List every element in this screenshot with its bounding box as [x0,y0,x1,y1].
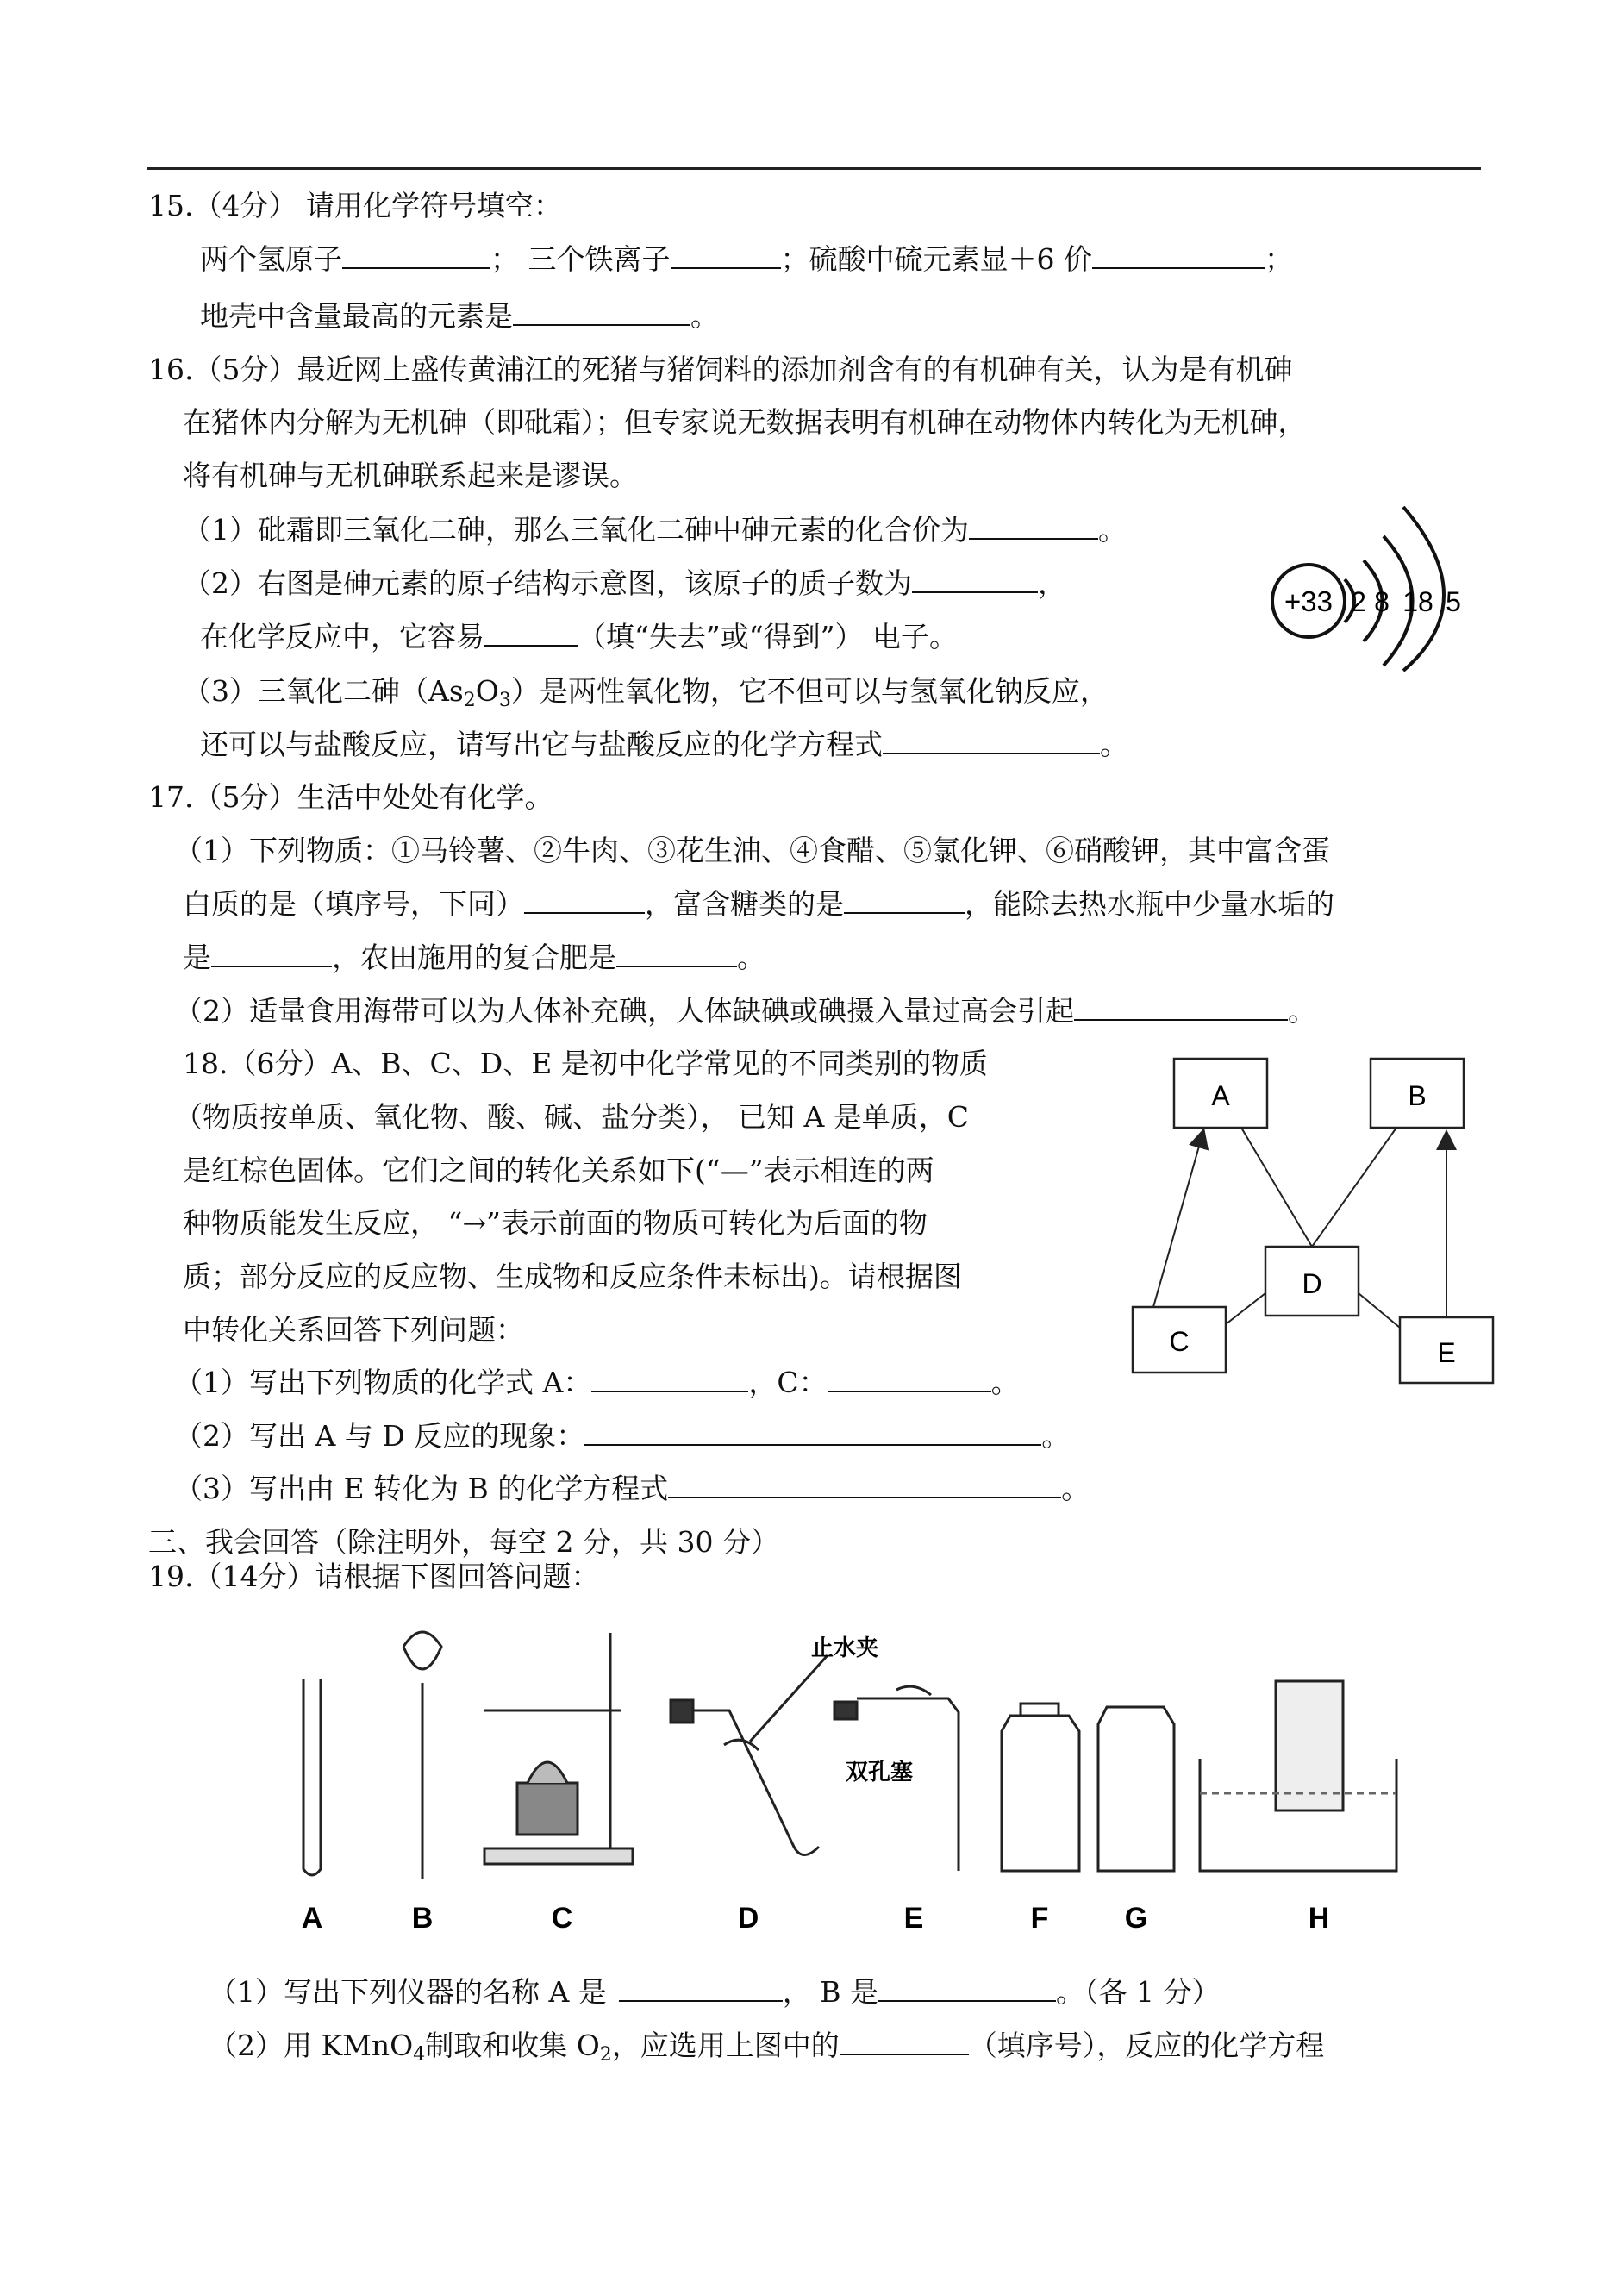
bent-tube-d [693,1710,819,1855]
q15-blank-2[interactable] [671,243,781,269]
node-c-label: C [1169,1326,1190,1357]
node-e-label: E [1437,1337,1456,1368]
q16-line1: 16.（5分）最近网上盛传黄浦江的死猪与猪饲料的添加剂含有的有机砷有关，认为是有机砷 [148,353,1293,386]
apparatus-label-b: B [411,1902,434,1935]
q16-part3-line2: 还可以与盐酸反应，请写出它与盐酸反应的化学方程式 。 [200,728,1128,761]
alcohol-lamp-c [528,1762,567,1783]
q16-blank-4[interactable] [883,729,1100,754]
q18-line3: 是红棕色固体。它们之间的转化关系如下(“—”表示相连的两 [183,1154,934,1187]
apparatus-label-h: H [1308,1902,1330,1935]
q17-part1-line3: 是 ，农田施用的复合肥是 。 [183,941,765,974]
arrow-c-to-a [1153,1131,1203,1307]
q19-heading: 19.（14分）请根据下图回答问题： [148,1560,600,1593]
nucleus-label: +33 [1284,585,1333,617]
node-d-label: D [1302,1268,1322,1299]
link-c-d [1226,1293,1265,1324]
q19-apparatus-figure [259,1621,1414,1940]
q18-blank-4[interactable] [668,1473,1061,1498]
node-a-label: A [1211,1080,1230,1111]
q16-line2: 在猪体内分解为无机砷（即砒霜）；但专家说无数据表明有机砷在动物体内转化为无机砷， [183,405,1307,439]
clamp-pointer-d [750,1655,828,1742]
apparatus-label-a: A [301,1902,323,1935]
q19-blank-1[interactable] [619,1976,783,2002]
q18-part3: （3）写出由 E 转化为 B 的化学方程式 。 [174,1472,1090,1505]
q16-part2: （2）右图是砷元素的原子结构示意图，该原子的质子数为 ， [183,566,1066,600]
q17-blank-5[interactable] [1074,995,1288,1021]
q17-blank-3[interactable] [211,941,332,967]
q15-blank-3[interactable] [1092,243,1265,269]
q16-line3: 将有机砷与无机砷联系起来是谬误。 [183,459,638,492]
q18-part1: （1）写出下列物质的化学式 A： ，C： 。 [174,1366,1020,1399]
two-hole-stopper-e [834,1702,857,1719]
q18-blank-1[interactable] [591,1366,748,1392]
q16-blank-2[interactable] [912,567,1038,593]
link-d-e [1359,1293,1400,1328]
funnel-bowl-b [403,1632,441,1669]
clamp-e [896,1686,931,1695]
q17-blank-4[interactable] [616,941,737,967]
stand-base-c [484,1848,633,1864]
q16-part3: （3）三氧化二砷$(As_2O_3)$是两性氧化物，它不但可以与氢氧化钠反应， [183,674,1109,711]
shell-electrons-2: 8 [1374,586,1390,617]
test-tube-a [303,1679,321,1875]
q18-line4: 种物质能发生反应， “→”表示前面的物质可转化为后面的物 [183,1206,928,1240]
clamp-label: 止水夹 [810,1635,879,1661]
q18-line6: 中转化关系回答下列问题： [183,1313,524,1347]
apparatus-label-c: C [551,1902,573,1935]
stopper-label: 双孔塞 [845,1760,914,1785]
q17-part2: （2）适量食用海带可以为人体补充碘，人体缺碘或碘摄入量过高会引起 。 [174,994,1316,1028]
q15-line2: 地壳中含量最高的元素是 。 [200,299,719,333]
lamp-block-c [517,1783,578,1835]
q15-blank-4[interactable] [513,300,690,326]
shell-electrons-4: 5 [1446,586,1461,617]
apparatus-label-g: G [1124,1902,1148,1935]
q18-blank-2[interactable] [828,1366,991,1392]
q17-blank-1[interactable] [524,888,645,914]
q18-relation-diagram [1121,1043,1500,1388]
collecting-bottle-h [1276,1681,1343,1810]
stopper-d [671,1700,693,1723]
q15-heading: 15.（4分） 请用化学符号填空： [148,189,562,222]
q19-part2: （2）用 KMnO$_4$制取和收集 $O_2$，应选用上图中的 （填序号），反应的化学方程 [209,2029,1325,2066]
node-b-label: B [1408,1080,1427,1111]
q18-part2: （2）写出 A 与 D 反应的现象： 。 [174,1419,1071,1453]
link-d-b [1312,1128,1396,1247]
q17-part1-line1: （1）下列物质：①马铃薯、②牛肉、③花生油、④食醋、⑤氯化钾、⑥硝酸钾，其中富含蛋 [174,834,1330,867]
q16-part1: （1）砒霜即三氧化二砷，那么三氧化二砷中砷元素的化合价为 。 [183,513,1127,547]
q19-blank-3[interactable] [840,2029,969,2055]
q19-part1: （1）写出下列仪器的名称 A 是 ， B 是 。（各 1 分） [209,1975,1221,2009]
q17-part1-line2: 白质的是（填序号，下同） ，富含糖类的是 ，能除去热水瓶中少量水垢的 [183,887,1334,921]
q18-line1: 18.（6分）A、B、C、D、E 是初中化学常见的不同类别的物质 [183,1047,988,1080]
q16-blank-1[interactable] [969,514,1098,540]
bottle-f [1002,1716,1079,1871]
apparatus-label-e: E [903,1902,924,1935]
arsenic-atom-diagram [1259,483,1483,672]
q18-line5: 质；部分反应的反应物、生成物和反应条件未标出)。请根据图 [183,1260,962,1293]
apparatus-label-d: D [737,1902,759,1935]
q17-heading: 17.（5分）生活中处处有化学。 [148,780,553,814]
apparatus-label-f: F [1030,1902,1049,1935]
link-d-a [1241,1128,1312,1247]
q18-line2: （物质按单质、氧化物、酸、碱、盐分类）， 已知 A 是单质，C [174,1100,970,1134]
header-rule [147,167,1481,170]
q19-blank-2[interactable] [878,1976,1056,2002]
bottle-f-cap [1021,1704,1059,1716]
shell-electrons-1: 2 [1351,586,1366,617]
shell-electrons-3: 18 [1402,586,1433,617]
jar-g [1098,1707,1174,1871]
q15-blank-1[interactable] [342,243,490,269]
q15-line1: 两个氢原子 ； 三个铁离子 ；硫酸中硫元素显＋6 价 ； [200,242,1293,276]
q17-blank-2[interactable] [844,888,965,914]
q16-part2-line2: 在化学反应中，它容易 （填“失去”或“得到”） 电子。 [200,620,958,653]
q16-blank-3[interactable] [484,621,578,647]
clamp-d [724,1740,759,1750]
q18-blank-3[interactable] [584,1420,1041,1446]
section-3-heading: 三、我会回答（除注明外，每空 2 分，共 30 分） [148,1525,779,1559]
